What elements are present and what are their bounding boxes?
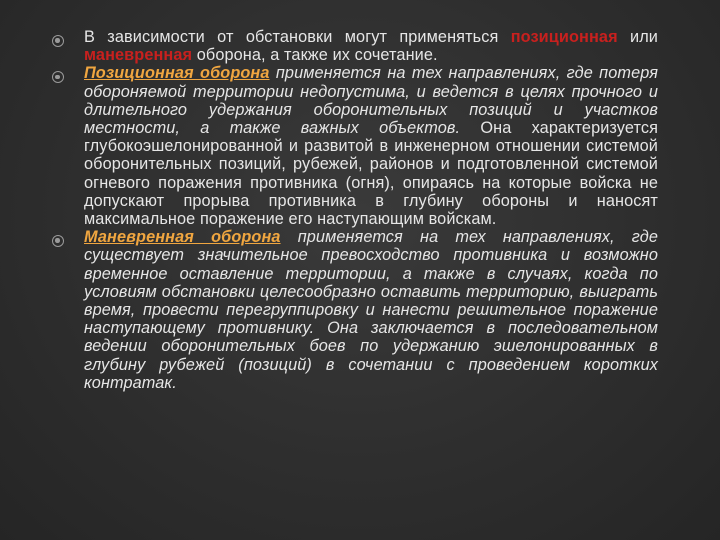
text-run: оборона, а также их сочетание. bbox=[192, 46, 438, 65]
bullet-text bbox=[84, 64, 658, 228]
bullet-item bbox=[52, 228, 658, 392]
bullet-item bbox=[52, 64, 658, 228]
bullet-icon bbox=[52, 71, 64, 83]
bullet-icon bbox=[52, 235, 64, 247]
bullet-item bbox=[52, 28, 658, 64]
text-run: В зависимости от обстановки могут применяться bbox=[84, 28, 511, 46]
bullet-text bbox=[84, 28, 658, 64]
term-maneuver-defense: Маневренная оборона bbox=[84, 228, 281, 247]
term-positional-defense: Позиционная оборона bbox=[84, 64, 270, 83]
bullet-icon bbox=[52, 35, 64, 47]
bullet-text bbox=[84, 228, 658, 392]
text-run: или bbox=[617, 28, 658, 46]
highlight-positional: позиционная bbox=[510, 28, 618, 46]
text-run: применяется на тех направлениях, где существует значительное превосходство противника и возможно временное оставление территории, а также в случаях, когда по условиям обстановки целесообразно оставить территорию, выиграть время, провести перегруппировку и нанести решительное поражение наступающему противнику. Она заключается в последовательном ведении оборонительных боев по удержанию эшелонированных в глубину рубежей (позиций) в сочетании с проведением коротких контратак. bbox=[84, 228, 658, 392]
text-run: применяется на тех направлениях, где потеря обороняемой территории недопустима, и ведется в целях прочного и длительного удержания оборонительных позиций и участков местности, а также важных объектов. bbox=[84, 64, 658, 138]
bullet-list bbox=[52, 28, 658, 392]
highlight-maneuver: маневренная bbox=[84, 46, 193, 65]
text-run: Она характеризуется глубокоэшелонированной и развитой в инженерном отношении системой оборонительных позиций, рубежей, районов и подготовленной системой огневого поражения противника (огня), опираясь на которые войска не допускают прорыва противника в глубину обороны и наносят максимальное поражение его наступающим войскам. bbox=[84, 119, 659, 229]
